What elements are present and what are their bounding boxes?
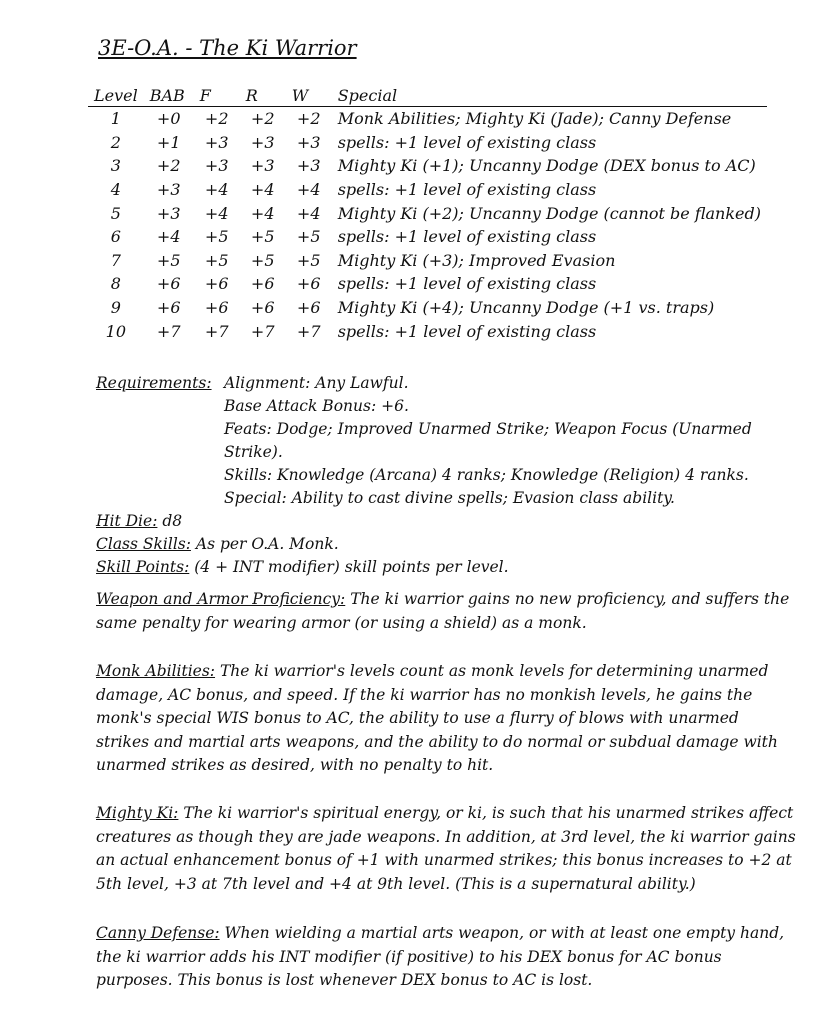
cell-will: +4 (296, 203, 321, 223)
requirement-feats: Feats: Dodge; Improved Unarmed Strike; Weapon Focus (Unarmed Strike). (224, 420, 752, 461)
requirement-special: Special: Ability to cast divine spells; Evasion class ability. (224, 489, 675, 507)
table-row (88, 319, 767, 343)
requirements-label: Requirements: (96, 374, 212, 392)
weapon-armor-label: Weapon and Armor Proficiency: (96, 590, 346, 608)
cell-fort: +5 (204, 250, 229, 270)
cell-bab: +2 (156, 156, 181, 176)
cell-will: +2 (296, 109, 321, 129)
mighty-ki-label: Mighty Ki: (96, 804, 179, 822)
monk-abilities-text: The ki warrior's levels count as monk levels for determining unarmed damage, AC bonus, and speed. If the ki warrior has no monkish levels, he gains the monk's special WIS bonus to AC, the ability to use a flurry of blows with unarmed strikes and martial arts weapons, and the ability to do normal or subdual damage with unarmed strikes as desired, with no penalty to hit. (96, 662, 778, 774)
cell-level: 3 (110, 156, 121, 176)
table-row (88, 249, 767, 273)
table-row (88, 107, 767, 131)
cell-ref: +6 (250, 274, 275, 294)
requirement-bab: Base Attack Bonus: +6. (224, 397, 409, 415)
table-row (88, 201, 767, 225)
cell-bab: +1 (156, 132, 181, 152)
cell-bab: +3 (156, 180, 181, 200)
cell-level: 1 (110, 109, 121, 129)
requirement-skills: Skills: Knowledge (Arcana) 4 ranks; Knowledge (Religion) 4 ranks. (224, 466, 749, 484)
cell-level: 4 (110, 180, 121, 200)
header-special: Special (332, 86, 767, 107)
cell-bab: +6 (156, 298, 181, 318)
table-row (88, 225, 767, 249)
cell-bab: +4 (156, 227, 181, 247)
cell-ref: +7 (250, 321, 275, 341)
cell-ref: +2 (250, 109, 275, 129)
hit-die-label: Hit Die: (96, 512, 158, 530)
cell-fort: +3 (204, 132, 229, 152)
cell-level: 2 (110, 132, 121, 152)
cell-will: +6 (296, 298, 321, 318)
cell-fort: +6 (204, 298, 229, 318)
canny-defense-text: When wielding a martial arts weapon, or with at least one empty hand, the ki warrior adds his INT modifier (if positive) to his DEX bonus for AC bonus purposes. This bonus is lost whenever DEX bonus to AC is lost. (96, 924, 785, 989)
cell-will: +4 (296, 180, 321, 200)
class-skills-line (96, 533, 796, 556)
hit-die-line (96, 510, 796, 533)
table-row (88, 131, 767, 155)
level-progression-table (88, 86, 767, 343)
cell-will: +5 (296, 250, 321, 270)
cell-will: +3 (296, 132, 321, 152)
cell-will: +3 (296, 156, 321, 176)
class-skills-label: Class Skills: (96, 535, 191, 553)
cell-ref: +4 (250, 180, 275, 200)
cell-fort: +2 (204, 109, 229, 129)
canny-defense-label: Canny Defense: (96, 924, 220, 942)
monk-abilities-paragraph (96, 660, 796, 778)
cell-bab: +0 (156, 109, 181, 129)
cell-fort: +3 (204, 156, 229, 176)
cell-bab: +6 (156, 274, 181, 294)
cell-fort: +5 (204, 227, 229, 247)
canny-defense-paragraph (96, 922, 796, 993)
cell-ref: +5 (250, 250, 275, 270)
cell-special: spells: +1 level of existing class (337, 132, 597, 152)
header-bab: BAB (144, 86, 194, 107)
page-title: 3E-O.A. - The Ki Warrior (98, 36, 357, 60)
table-row (88, 296, 767, 320)
cell-will: +6 (296, 274, 321, 294)
cell-special: Mighty Ki (+1); Uncanny Dodge (DEX bonus to AC) (337, 156, 756, 176)
cell-will: +7 (296, 321, 321, 341)
header-will: W (286, 86, 332, 107)
cell-special: Mighty Ki (+4); Uncanny Dodge (+1 vs. traps) (337, 298, 715, 318)
cell-special: spells: +1 level of existing class (337, 274, 597, 294)
cell-fort: +4 (204, 180, 229, 200)
table-row (88, 178, 767, 202)
cell-level: 9 (110, 298, 121, 318)
header-fort: F (194, 86, 240, 107)
cell-bab: +7 (156, 321, 181, 341)
cell-level: 6 (110, 227, 121, 247)
cell-ref: +6 (250, 298, 275, 318)
weapon-armor-paragraph (96, 588, 796, 635)
cell-bab: +3 (156, 203, 181, 223)
cell-special: Monk Abilities; Mighty Ki (Jade); Canny Defense (337, 109, 732, 129)
monk-abilities-label: Monk Abilities: (96, 662, 216, 680)
header-ref: R (240, 86, 286, 107)
requirement-alignment: Alignment: Any Lawful. (224, 374, 409, 392)
cell-special: spells: +1 level of existing class (337, 180, 597, 200)
table-row (88, 154, 767, 178)
hit-die-value: d8 (162, 512, 183, 530)
cell-level: 10 (105, 321, 127, 341)
table-row (88, 272, 767, 296)
header-level: Level (88, 86, 144, 107)
mighty-ki-text: The ki warrior's spiritual energy, or ki, is such that his unarmed strikes affect creatures as though they are jade weapons. In addition, at 3rd level, the ki warrior gains an actual enhancement bonus of +1 with unarmed strikes; this bonus increases to +2 at 5th level, +3 at 7th level and +4 at 9th level. (This is a supernatural ability.) (96, 804, 796, 893)
cell-will: +5 (296, 227, 321, 247)
cell-fort: +7 (204, 321, 229, 341)
cell-level: 8 (110, 274, 121, 294)
class-skills-value: As per O.A. Monk. (195, 535, 339, 553)
cell-level: 7 (110, 250, 121, 270)
skill-points-line (96, 556, 796, 579)
cell-special: Mighty Ki (+3); Improved Evasion (337, 250, 616, 270)
cell-ref: +3 (250, 132, 275, 152)
skill-points-value: (4 + INT modifier) skill points per level. (194, 558, 509, 576)
weapon-armor-text: The ki warrior gains no new proficiency, and suffers the same penalty for wearing armor (or using a shield) as a monk. (96, 590, 790, 632)
cell-ref: +5 (250, 227, 275, 247)
cell-level: 5 (110, 203, 121, 223)
table-header-row (88, 86, 767, 107)
cell-ref: +3 (250, 156, 275, 176)
requirements-section (96, 372, 796, 579)
cell-bab: +5 (156, 250, 181, 270)
cell-ref: +4 (250, 203, 275, 223)
cell-special: Mighty Ki (+2); Uncanny Dodge (cannot be flanked) (337, 203, 762, 223)
skill-points-label: Skill Points: (96, 558, 190, 576)
mighty-ki-paragraph (96, 802, 796, 896)
table-body (88, 107, 767, 343)
cell-fort: +6 (204, 274, 229, 294)
cell-special: spells: +1 level of existing class (337, 227, 597, 247)
cell-special: spells: +1 level of existing class (337, 321, 597, 341)
cell-fort: +4 (204, 203, 229, 223)
